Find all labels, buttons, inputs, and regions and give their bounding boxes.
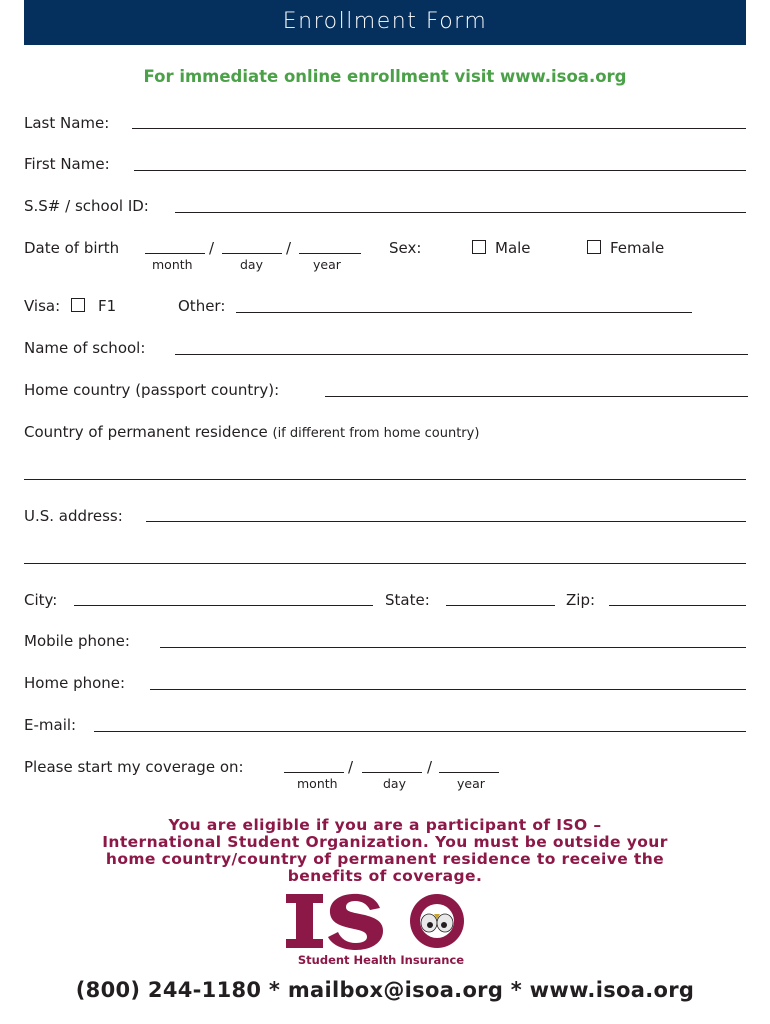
eligibility-notice xyxy=(30,817,740,885)
last-name-label: Last Name: xyxy=(24,114,110,132)
iso-logo xyxy=(284,892,488,950)
form-header xyxy=(24,0,746,45)
us-address-line-2[interactable] xyxy=(24,563,746,564)
coverage-day-field[interactable] xyxy=(362,772,422,773)
state-field[interactable] xyxy=(446,605,555,606)
us-address-field[interactable] xyxy=(146,521,746,522)
zip-field[interactable] xyxy=(609,605,746,606)
permanent-residence-text: Country of permanent residence xyxy=(24,423,268,441)
contact-info: (800) 244-1180 * mailbox@isoa.org * www.isoa.org xyxy=(75,978,695,1002)
home-country-field[interactable] xyxy=(325,396,748,397)
us-address-label: U.S. address: xyxy=(24,507,123,525)
other-label: Other: xyxy=(178,297,226,315)
first-name-label: First Name: xyxy=(24,155,110,173)
f1-label: F1 xyxy=(98,297,117,315)
dob-day-field[interactable] xyxy=(222,253,282,254)
dob-slash: / xyxy=(209,239,215,257)
coverage-year-caption: year xyxy=(457,776,485,791)
female-label: Female xyxy=(610,239,665,257)
last-name-field[interactable] xyxy=(132,128,746,129)
visa-label: Visa: xyxy=(24,297,61,315)
coverage-year-field[interactable] xyxy=(439,772,499,773)
dob-month-caption: month xyxy=(152,257,193,272)
eligibility-line: benefits of coverage. xyxy=(287,867,483,885)
mobile-phone-label: Mobile phone: xyxy=(24,632,130,650)
home-country-label: Home country (passport country): xyxy=(24,381,280,399)
permanent-residence-note: (if different from home country) xyxy=(272,426,480,441)
school-id-label: S.S# / school ID: xyxy=(24,197,149,215)
coverage-day-caption: day xyxy=(383,776,406,791)
male-checkbox[interactable] xyxy=(472,240,486,254)
permanent-residence-label xyxy=(24,423,479,441)
city-field[interactable] xyxy=(74,605,373,606)
email-field[interactable] xyxy=(94,731,746,732)
eligibility-line: You are eligible if you are a participant of ISO – xyxy=(168,816,602,834)
sex-label: Sex: xyxy=(389,239,422,257)
coverage-month-caption: month xyxy=(297,776,338,791)
zip-label: Zip: xyxy=(566,591,596,609)
logo-caption: Student Health Insurance xyxy=(297,953,465,967)
school-name-label: Name of school: xyxy=(24,339,146,357)
dob-year-caption: year xyxy=(313,257,341,272)
eligibility-line: home country/country of permanent residence to receive the xyxy=(105,850,665,868)
coverage-month-field[interactable] xyxy=(284,772,344,773)
dob-year-field[interactable] xyxy=(299,253,361,254)
male-label: Male xyxy=(495,239,531,257)
female-checkbox[interactable] xyxy=(587,240,601,254)
f1-checkbox[interactable] xyxy=(71,298,85,312)
other-visa-field[interactable] xyxy=(236,312,692,313)
eligibility-line: International Student Organization. You must be outside your xyxy=(102,833,668,851)
coverage-slash: / xyxy=(348,758,354,776)
coverage-slash: / xyxy=(427,758,433,776)
coverage-label: Please start my coverage on: xyxy=(24,758,244,776)
first-name-field[interactable] xyxy=(134,170,746,171)
state-label: State: xyxy=(385,591,430,609)
online-enrollment-note: For immediate online enrollment visit www.isoa.org xyxy=(143,67,627,86)
permanent-residence-field[interactable] xyxy=(24,479,746,480)
dob-month-field[interactable] xyxy=(145,253,205,254)
school-id-field[interactable] xyxy=(175,212,746,213)
dob-label: Date of birth xyxy=(24,239,120,257)
home-phone-field[interactable] xyxy=(150,689,746,690)
form-title: Enrollment Form xyxy=(282,9,488,34)
home-phone-label: Home phone: xyxy=(24,674,126,692)
mobile-phone-field[interactable] xyxy=(160,647,746,648)
city-label: City: xyxy=(24,591,58,609)
school-name-field[interactable] xyxy=(175,354,748,355)
email-label: E-mail: xyxy=(24,716,77,734)
dob-day-caption: day xyxy=(240,257,263,272)
dob-slash: / xyxy=(286,239,292,257)
